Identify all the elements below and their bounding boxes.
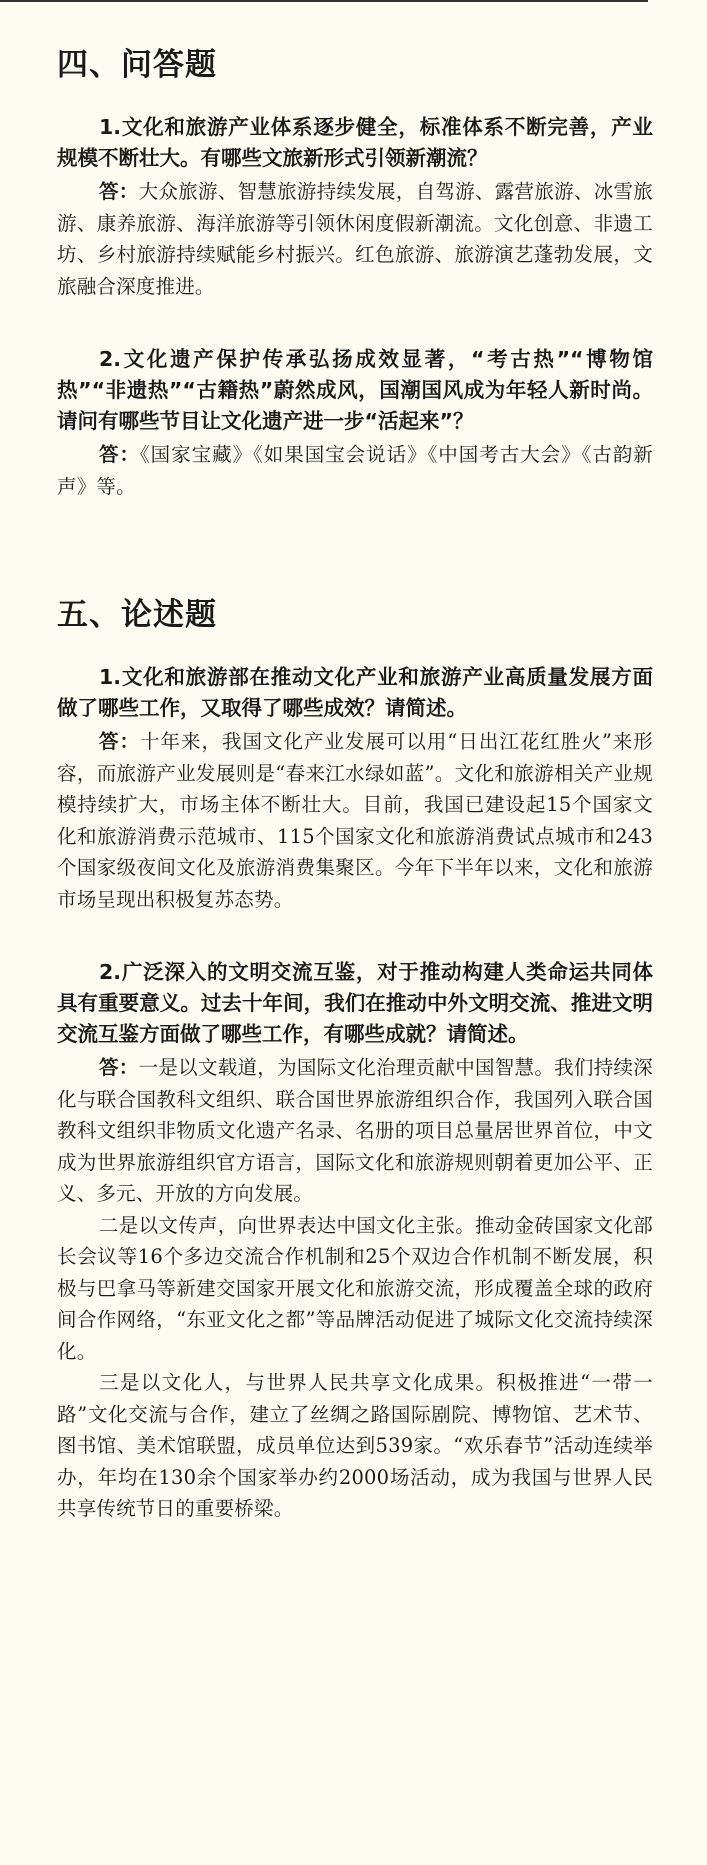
question-essay-2: 2.广泛深入的文明交流互鉴，对于推动构建人类命运共同体具有重要意义。过去十年间，我们在推动中外文明交流、推进文明交流互鉴方面做了哪些工作，有哪些成就？请简述。 bbox=[57, 960, 653, 1046]
article bbox=[57, 44, 653, 1525]
section-title-qa: 四、问答题 bbox=[57, 47, 217, 83]
answer-essay-2-paragraph-3: 三是以文化人，与世界人民共享文化成果。积极推进“一带一路”文化交流与合作，建立了丝绸之路国际剧院、博物馆、艺术节、图书馆、美术馆联盟，成员单位达到539家。“欢乐春节”活动连续举办，年均在130余个国家举办约2000场活动，成为我国与世界人民共享传统节日的重要桥梁。 bbox=[57, 1371, 653, 1520]
question-qa-2: 2.文化遗产保护传承弘扬成效显著，“考古热”“博物馆热”“非遗热”“古籍热”蔚然成风，国潮国风成为年轻人新时尚。请问有哪些节目让文化遗产进一步“活起来”？ bbox=[57, 347, 653, 433]
answer-label: 答： bbox=[99, 180, 139, 203]
answer-label: 答： bbox=[99, 1056, 139, 1079]
answer-label: 答： bbox=[99, 730, 140, 753]
section-title-essay: 五、论述题 bbox=[57, 597, 217, 633]
answer-qa-2 bbox=[57, 439, 653, 502]
question-essay-1: 1.文化和旅游部在推动文化产业和旅游产业高质量发展方面做了哪些工作，又取得了哪些成效？请简述。 bbox=[57, 665, 653, 720]
answer-essay-1 bbox=[57, 726, 653, 915]
answer-qa-1 bbox=[57, 176, 653, 302]
answer-text: 一是以文载道，为国际文化治理贡献中国智慧。我们持续深化与联合国教科文组织、联合国世界旅游组织合作，我国列入联合国教科文组织非物质文化遗产名录、名册的项目总量居世界首位，中文成为世界旅游组织官方语言，国际文化和旅游规则朝着更加公平、正义、多元、开放的方向发展。 bbox=[57, 1056, 653, 1205]
answer-text: 大众旅游、智慧旅游持续发展，自驾游、露营旅游、冰雪旅游、康养旅游、海洋旅游等引领休闲度假新潮流。文化创意、非遗工坊、乡村旅游持续赋能乡村振兴。红色旅游、旅游演艺蓬勃发展，文旅融合深度推进。 bbox=[57, 180, 653, 298]
answer-essay-2-paragraph-1 bbox=[57, 1052, 653, 1210]
answer-label: 答： bbox=[99, 443, 140, 466]
answer-essay-2-paragraph-2: 二是以文传声，向世界表达中国文化主张。推动金砖国家文化部长会议等16个多边交流合作机制和25个双边合作机制不断发展，积极与巴拿马等新建交国家开展文化和旅游交流，形成覆盖全球的政府间合作网络，“东亚文化之都”等品牌活动促进了城际文化交流持续深化。 bbox=[57, 1213, 653, 1363]
answer-text: 《国家宝藏》《如果国宝会说话》《中国考古大会》《古韵新声》等。 bbox=[57, 443, 653, 498]
answer-text: 十年来，我国文化产业发展可以用“日出江花红胜火”来形容，而旅游产业发展则是“春来江水绿如蓝”。文化和旅游相关产业规模持续扩大，市场主体不断壮大。目前，我国已建设起15个国家文化和旅游消费示范城市、115个国家文化和旅游消费试点城市和243个国家级夜间文化及旅游消费集聚区。今年下半年以来，文化和旅游市场呈现出积极复苏态势。 bbox=[57, 730, 654, 911]
question-qa-1: 1.文化和旅游产业体系逐步健全，标准体系不断完善，产业规模不断壮大。有哪些文旅新形式引领新潮流？ bbox=[57, 115, 653, 170]
top-rule bbox=[0, 0, 648, 2]
